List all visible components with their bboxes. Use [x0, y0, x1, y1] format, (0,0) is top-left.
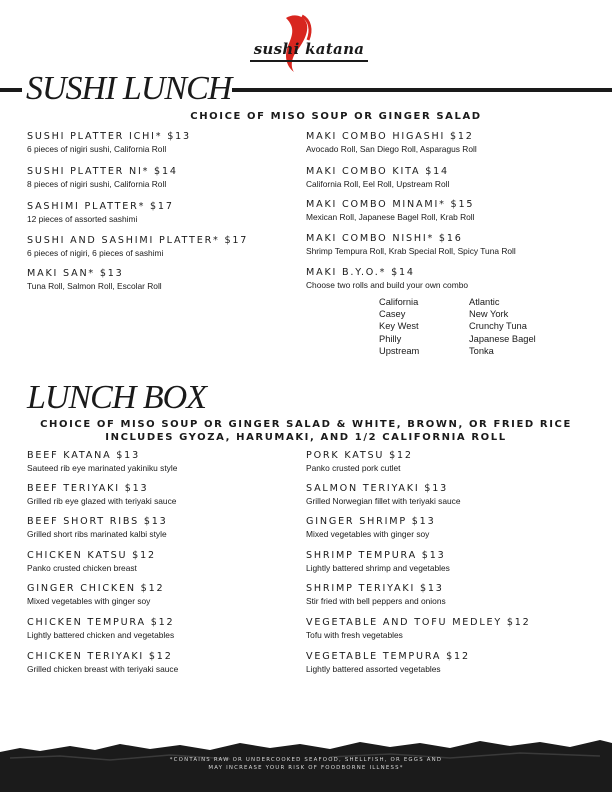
disclaimer-line-1: *CONTAINS RAW OR UNDERCOOKED SEAFOOD, SHELLFISH, OR EGGS AND	[169, 757, 443, 763]
lunch-box-subtitle-1: CHOICE OF MISO SOUP OR GINGER SALAD & WHITE, BROWN, OR FRIED RICE	[40, 419, 572, 430]
roll-option: Tonka	[469, 345, 494, 356]
item-name: GINGER CHICKEN $12	[27, 583, 165, 594]
item-name: SALMON TERIYAKI $13	[306, 483, 449, 494]
menu-item	[27, 516, 168, 540]
item-description: Panko crusted chicken breast	[27, 563, 137, 573]
item-name: PORK KATSU $12	[306, 450, 413, 461]
lunch-box-subtitle-2: INCLUDES GYOZA, HARUMAKI, AND 1/2 CALIFORNIA ROLL	[105, 432, 507, 443]
menu-item	[27, 166, 178, 190]
menu-item	[306, 199, 475, 223]
item-name: SHRIMP TEMPURA $13	[306, 550, 446, 561]
item-description: Lightly battered assorted vegetables	[306, 664, 441, 674]
item-name: VEGETABLE TEMPURA $12	[306, 651, 470, 662]
menu-item	[306, 550, 450, 574]
item-description: Lightly battered chicken and vegetables	[27, 630, 175, 640]
roll-option: New York	[469, 309, 509, 320]
lunch-box-title: LUNCH BOX	[27, 379, 206, 416]
item-name: BEEF KATANA $13	[27, 450, 140, 461]
title-rule-right	[232, 88, 612, 92]
item-description: California Roll, Eel Roll, Upstream Roll	[306, 179, 450, 189]
item-name: SHRIMP TERIYAKI $13	[306, 583, 444, 594]
item-description: Grilled rib eye glazed with teriyaki sauce	[27, 496, 177, 506]
item-description: 12 pieces of assorted sashimi	[27, 214, 138, 224]
item-name: MAKI B.Y.O.* $14	[306, 267, 415, 278]
item-name: MAKI COMBO KITA $14	[306, 166, 449, 177]
item-description: 8 pieces of nigiri sushi, California Roll	[27, 179, 167, 189]
disclaimer-line-2: MAY INCREASE YOUR RISK OF FOODBORNE ILLNESS*	[208, 765, 404, 771]
item-name: VEGETABLE AND TOFU MEDLEY $12	[306, 617, 531, 628]
item-name: MAKI SAN* $13	[27, 268, 124, 279]
menu-item	[27, 483, 176, 507]
menu-item	[306, 166, 449, 190]
byo-rolls-column-1	[379, 296, 419, 357]
title-rule-left	[0, 88, 22, 92]
item-description: Grilled short ribs marinated kalbi style	[27, 529, 167, 539]
item-name: GINGER SHRIMP $13	[306, 516, 436, 527]
menu-item	[27, 450, 177, 474]
sushi-lunch-subtitle: CHOICE OF MISO SOUP OR GINGER SALAD	[190, 111, 482, 122]
item-description: Tofu with fresh vegetables	[306, 630, 403, 640]
item-description: Panko crusted pork cutlet	[306, 463, 401, 473]
roll-option: Philly	[379, 333, 402, 344]
menu-item	[27, 550, 156, 574]
item-description: Lightly battered shrimp and vegetables	[306, 563, 450, 573]
menu-item	[306, 583, 446, 607]
menu-item	[306, 516, 435, 540]
item-name: CHICKEN KATSU $12	[27, 550, 156, 561]
item-name: CHICKEN TEMPURA $12	[27, 617, 175, 628]
roll-option: Atlantic	[469, 297, 500, 307]
item-description: 6 pieces of nigiri sushi, California Roll	[27, 144, 167, 154]
item-description: Stir fried with bell peppers and onions	[306, 596, 446, 606]
item-description: Mixed vegetables with ginger soy	[27, 596, 151, 606]
item-name: MAKI COMBO HIGASHI $12	[306, 131, 474, 142]
roll-option: Key West	[379, 321, 419, 332]
item-description: Shrimp Tempura Roll, Krab Special Roll, Spicy Tuna Roll	[306, 246, 516, 256]
brand-name: sushi katana	[253, 40, 365, 58]
menu-item	[306, 617, 531, 641]
item-description: Sauteed rib eye marinated yakiniku style	[27, 463, 178, 473]
item-name: SASHIMI PLATTER* $17	[27, 201, 174, 212]
menu-item	[27, 617, 174, 641]
menu-item	[306, 483, 461, 507]
item-description: 6 pieces of nigiri, 6 pieces of sashimi	[27, 248, 164, 258]
item-name: BEEF TERIYAKI $13	[27, 483, 149, 494]
menu-item	[27, 131, 191, 155]
menu-item	[27, 583, 164, 607]
menu-item	[306, 131, 477, 155]
item-description: Grilled Norwegian fillet with teriyaki sauce	[306, 496, 461, 506]
item-description: Mixed vegetables with ginger soy	[306, 529, 430, 539]
roll-option: Crunchy Tuna	[469, 321, 527, 332]
byo-rolls-column-2	[469, 296, 536, 357]
menu-item	[306, 233, 516, 257]
sushi-lunch-title: SUSHI LUNCH	[26, 70, 232, 107]
item-name: MAKI COMBO MINAMI* $15	[306, 199, 475, 210]
item-name: SUSHI PLATTER ICHI* $13	[27, 131, 191, 142]
item-description: Grilled chicken breast with teriyaki sauce	[27, 664, 179, 674]
item-description: Tuna Roll, Salmon Roll, Escolar Roll	[27, 281, 162, 291]
roll-option: Casey	[379, 309, 406, 320]
item-name: BEEF SHORT RIBS $13	[27, 516, 168, 527]
item-description: Avocado Roll, San Diego Roll, Asparagus Roll	[306, 144, 477, 154]
item-description: Mexican Roll, Japanese Bagel Roll, Krab Roll	[306, 212, 475, 222]
menu-item	[27, 201, 174, 225]
allergy-disclaimer	[0, 756, 612, 772]
item-name: MAKI COMBO NISHI* $16	[306, 233, 463, 244]
item-description: Choose two rolls and build your own combo	[306, 280, 469, 290]
roll-option: Upstream	[379, 345, 420, 356]
menu-item	[306, 267, 468, 291]
roll-option: Japanese Bagel	[469, 333, 536, 344]
menu-item	[306, 651, 470, 675]
item-name: SUSHI PLATTER NI* $14	[27, 166, 178, 177]
menu-item	[27, 235, 248, 259]
item-name: SUSHI AND SASHIMI PLATTER* $17	[27, 235, 249, 246]
menu-item	[27, 651, 178, 675]
item-name: CHICKEN TERIYAKI $12	[27, 651, 173, 662]
brand-logo	[244, 12, 374, 74]
menu-item	[306, 450, 413, 474]
logo-underline	[250, 60, 368, 62]
menu-item	[27, 268, 162, 292]
roll-option: California	[379, 297, 419, 307]
